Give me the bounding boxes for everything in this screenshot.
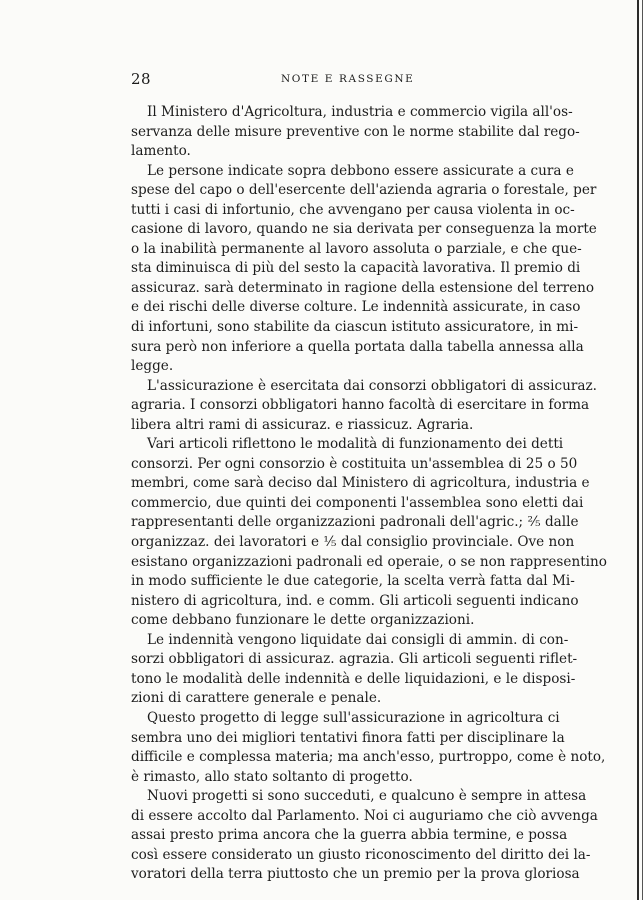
text-line: organizzaz. dei lavoratori e ¹⁄₅ dal consiglio provinciale. Ove non (131, 534, 575, 551)
text-line: sta diminuisca di più del sesto la capacità lavorativa. Il premio di (131, 260, 581, 277)
text-line: assicuraz. sarà determinato in ragione della estensione del terreno (131, 279, 595, 296)
text-line: o la inabilità permanente al lavoro assoluta o parziale, e che que- (131, 240, 582, 257)
text-line: difficile e complessa materia; ma anch'esso, purtroppo, come è noto, (131, 749, 606, 766)
text-line: tutti i casi di infortunio, che avvengano per causa violenta in oc- (131, 201, 575, 218)
text-line: membri, come sarà deciso dal Ministero di agricoltura, industria e (131, 475, 590, 492)
text-line: Questo progetto di legge sull'assicurazione in agricoltura ci (147, 709, 560, 726)
page-header (131, 70, 531, 90)
text-line: lamento. (131, 143, 191, 160)
running-head: NOTE E RASSEGNE (281, 73, 415, 85)
text-line: assai presto prima ancora che la guerra abbia termine, e possa (131, 827, 568, 844)
text-line: rappresentanti delle organizzazioni padronali dell'agric.; ²⁄₅ dalle (131, 514, 579, 531)
text-line: come debbano funzionare le dette organizzazioni. (131, 612, 475, 629)
text-line: Il Ministero d'Agricoltura, industria e commercio vigila all'os- (147, 104, 573, 120)
text-line: Le indennità vengono liquidate dai consigli di ammin. di con- (147, 631, 569, 648)
body-text (131, 103, 607, 885)
text-line: libera altri rami di assicuraz. e riassicuz. Agraria. (131, 416, 474, 433)
page-edge-shadow (637, 0, 639, 900)
text-line: voratori della terra piuttosto che un premio per la prova gloriosa (131, 866, 580, 883)
text-line: servanza delle misure preventive con le norme stabilite dal rego- (131, 123, 580, 140)
text-line: Nuovi progetti si sono succeduti, e qualcuno è sempre in attesa (147, 788, 587, 805)
text-line: Vari articoli riflettono le modalità di funzionamento dei detti (147, 436, 564, 453)
text-line: di infortuni, sono stabilite da ciascun istituto assicuratore, in mi- (131, 319, 579, 336)
text-line: L'assicurazione è esercitata dai consorzi obbligatori di assicuraz. (147, 377, 597, 394)
text-line: tono le modalità delle indennità e delle liquidazioni, e le disposi- (131, 670, 576, 687)
text-line: e dei rischi delle diverse colture. Le indennità assicurate, in caso (131, 299, 581, 316)
text-line: è rimasto, allo stato soltanto di progetto. (131, 768, 413, 785)
text-line: nistero di agricoltura, ind. e comm. Gli articoli seguenti indicano (131, 592, 579, 609)
text-line: zioni di carattere generale e penale. (131, 690, 382, 707)
text-line: così essere considerato un giusto riconoscimento del diritto dei la- (131, 846, 591, 863)
text-line: esistano organizzazioni padronali ed operaie, o se non rappresentino (131, 553, 607, 570)
page-number: 28 (131, 70, 152, 88)
text-line: casione di lavoro, quando ne sia derivata per conseguenza la morte (131, 221, 597, 238)
text-line: in modo sufficiente le due categorie, la scelta verrà fatta dal Mi- (131, 573, 575, 590)
text-line: commercio, due quinti dei componenti l'assemblea sono eletti dai (131, 494, 584, 511)
text-line: spese del capo o dell'esercente dell'azienda agraria o forestale, per (131, 182, 597, 199)
text-line: sura però non inferiore a quella portata dalla tabella annessa alla (131, 338, 584, 355)
text-line: sembra uno dei migliori tentativi finora fatti per disciplinare la (131, 729, 565, 746)
text-line: Le persone indicate sopra debbono essere assicurate a cura e (147, 162, 574, 179)
text-line: di essere accolto dal Parlamento. Noi ci auguriamo che ciò avvenga (131, 807, 598, 824)
text-line: sorzi obbligatori di assicuraz. agrazia. Gli articoli seguenti riflet- (131, 651, 578, 668)
text-line: consorzi. Per ogni consorzio è costituita un'assemblea di 25 o 50 (131, 455, 578, 472)
text-line: agraria. I consorzi obbligatori hanno facoltà di esercitare in forma (131, 397, 590, 414)
text-line: legge. (131, 358, 174, 375)
